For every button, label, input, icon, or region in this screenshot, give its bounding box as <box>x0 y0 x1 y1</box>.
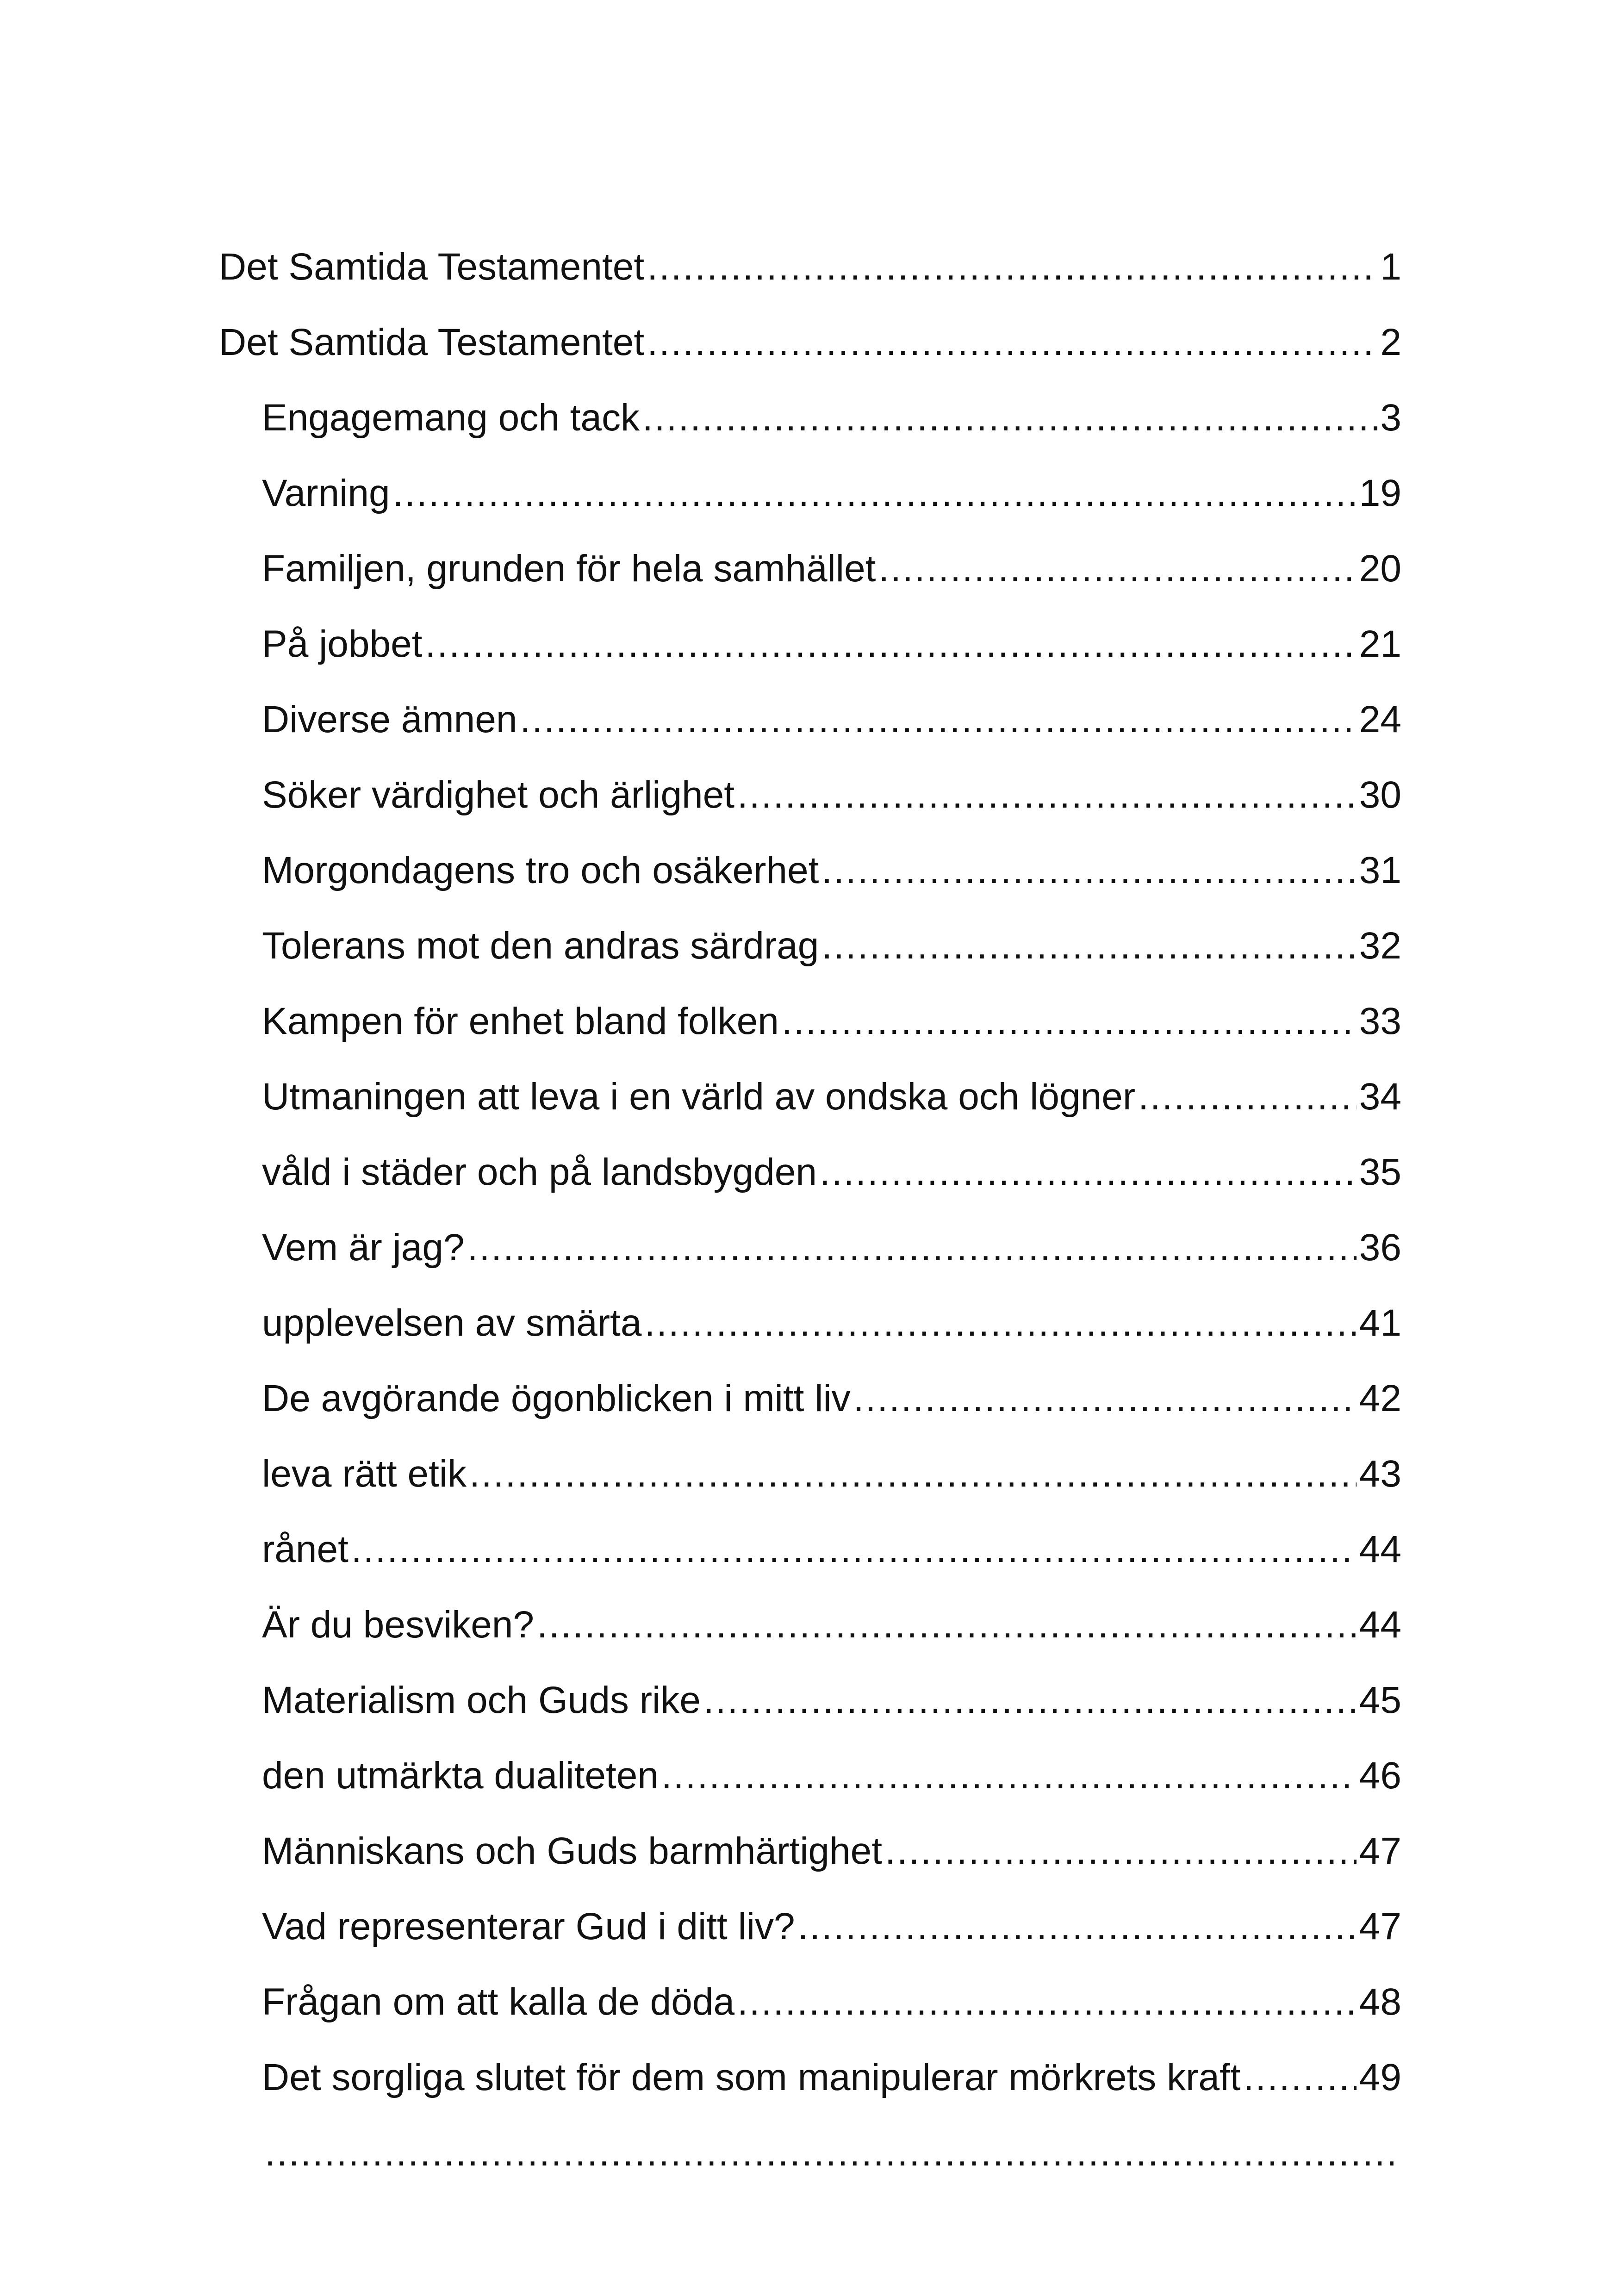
toc-entry-page: 3 <box>1380 397 1401 439</box>
toc-dot-leader <box>393 474 1357 512</box>
toc-entry[interactable] <box>219 1116 1401 1191</box>
toc-entry-title: Vad representerar Gud i ditt liv? <box>262 1908 798 1946</box>
toc-dot-leader <box>782 1002 1357 1040</box>
toc-entry-title: Engagemang och tack <box>262 399 642 437</box>
toc-dot-leader <box>737 1983 1357 2021</box>
table-of-contents <box>219 211 1401 2172</box>
toc-dot-leader <box>642 399 1377 437</box>
toc-entry[interactable] <box>219 211 1401 286</box>
toc-entry-title: De avgörande ögonblicken i mitt liv <box>262 1380 853 1418</box>
toc-dot-leader <box>885 1832 1357 1870</box>
toc-entry-page: 49 <box>1359 2056 1401 2098</box>
toc-entry[interactable] <box>219 965 1401 1040</box>
toc-entry[interactable] <box>219 1795 1401 1870</box>
toc-entry-page: 47 <box>1359 1905 1401 1948</box>
toc-entry[interactable] <box>219 1418 1401 1493</box>
toc-entry-page: 1 <box>1380 246 1401 288</box>
toc-entry-title: Det Samtida Testamentet <box>219 248 647 286</box>
toc-entry[interactable] <box>219 286 1401 361</box>
toc-entry[interactable] <box>219 1870 1401 1946</box>
toc-entry-page: 20 <box>1359 548 1401 590</box>
toc-entry-page: 46 <box>1359 1755 1401 1797</box>
toc-entry-page: 32 <box>1359 925 1401 967</box>
toc-entry-page: 45 <box>1359 1679 1401 1721</box>
toc-entry-page: 31 <box>1359 849 1401 891</box>
toc-entry-title: Det Samtida Testamentet <box>219 324 647 361</box>
toc-dot-leader <box>351 1531 1357 1568</box>
toc-entry[interactable] <box>219 1719 1401 1795</box>
toc-entry[interactable] <box>219 2097 1401 2172</box>
toc-entry[interactable] <box>219 1267 1401 1342</box>
toc-entry[interactable] <box>219 361 1401 437</box>
toc-entry-title: Söker värdighet och ärlighet <box>262 776 737 814</box>
toc-entry[interactable] <box>219 1644 1401 1719</box>
toc-entry-page: 35 <box>1359 1151 1401 1193</box>
toc-entry-title: rånet <box>262 1531 351 1568</box>
toc-dot-leader <box>537 1606 1357 1644</box>
toc-entry-page: 2 <box>1380 321 1401 363</box>
toc-dot-leader <box>820 1153 1357 1191</box>
toc-dot-leader <box>265 2134 1399 2172</box>
toc-dot-leader <box>703 1681 1357 1719</box>
toc-entry-title: upplevelsen av smärta <box>262 1304 644 1342</box>
toc-dot-leader <box>1244 2059 1357 2097</box>
toc-entry-page: 24 <box>1359 698 1401 740</box>
toc-entry[interactable] <box>219 512 1401 588</box>
toc-entry-title: Det sorgliga slutet för dem som manipulerar mörkrets kraft <box>262 2059 1244 2097</box>
toc-dot-leader <box>853 1380 1357 1418</box>
toc-entry[interactable] <box>219 1493 1401 1568</box>
toc-entry-title: På jobbet <box>262 625 425 663</box>
toc-dot-leader <box>520 701 1356 739</box>
toc-dot-leader <box>644 1304 1356 1342</box>
toc-entry[interactable] <box>219 1040 1401 1116</box>
toc-entry-page: 19 <box>1359 472 1401 514</box>
toc-entry-page: 44 <box>1359 1528 1401 1570</box>
toc-dot-leader <box>647 248 1377 286</box>
toc-entry-title: Är du besviken? <box>262 1606 537 1644</box>
toc-entry-title: Materialism och Guds rike <box>262 1681 703 1719</box>
toc-entry-title: Människans och Guds barmhärtighet <box>262 1832 885 1870</box>
toc-entry[interactable] <box>219 814 1401 890</box>
toc-dot-leader <box>821 852 1356 890</box>
toc-entry-title: Frågan om att kalla de döda <box>262 1983 737 2021</box>
toc-entry-page: 42 <box>1359 1377 1401 1419</box>
toc-entry-title: våld i städer och på landsbygden <box>262 1153 820 1191</box>
toc-dot-leader <box>425 625 1357 663</box>
toc-entry[interactable] <box>219 1342 1401 1418</box>
toc-entry-title: Diverse ämnen <box>262 701 520 739</box>
toc-entry-page: 33 <box>1359 1000 1401 1042</box>
toc-entry-page: 43 <box>1359 1453 1401 1495</box>
toc-entry-title: den utmärkta dualiteten <box>262 1757 661 1795</box>
toc-entry-page: 41 <box>1359 1302 1401 1344</box>
toc-dot-leader <box>798 1908 1357 1946</box>
toc-entry[interactable] <box>219 588 1401 663</box>
toc-entry-title: Vem är jag? <box>262 1229 467 1267</box>
toc-dot-leader <box>1138 1078 1357 1116</box>
toc-dot-leader <box>661 1757 1357 1795</box>
toc-entry-page: 36 <box>1359 1226 1401 1269</box>
toc-entry[interactable] <box>219 2021 1401 2097</box>
toc-entry-page: 44 <box>1359 1604 1401 1646</box>
toc-entry-page: 21 <box>1359 623 1401 665</box>
toc-dot-leader <box>821 927 1356 965</box>
toc-dot-leader <box>878 550 1356 588</box>
toc-entry[interactable] <box>219 663 1401 739</box>
toc-entry-title: Tolerans mot den andras särdrag <box>262 927 821 965</box>
toc-entry-title: Utmaningen att leva i en värld av ondska och lögner <box>262 1078 1138 1116</box>
toc-entry[interactable] <box>219 739 1401 814</box>
toc-dot-leader <box>647 324 1377 361</box>
toc-entry-page: 34 <box>1359 1076 1401 1118</box>
toc-entry-title: Varning <box>262 474 393 512</box>
toc-entry[interactable] <box>219 1946 1401 2021</box>
toc-entry-title: leva rätt etik <box>262 1455 469 1493</box>
toc-entry-page: 30 <box>1359 774 1401 816</box>
toc-entry-page: 47 <box>1359 1830 1401 1872</box>
toc-entry-title: Familjen, grunden för hela samhället <box>262 550 878 588</box>
toc-entry[interactable] <box>219 437 1401 512</box>
toc-entry-title: Morgondagens tro och osäkerhet <box>262 852 821 890</box>
toc-entry[interactable] <box>219 890 1401 965</box>
toc-entry[interactable] <box>219 1191 1401 1267</box>
toc-dot-leader <box>469 1455 1357 1493</box>
toc-entry[interactable] <box>219 1568 1401 1644</box>
toc-entry-title: Kampen för enhet bland folken <box>262 1002 782 1040</box>
toc-dot-leader <box>737 776 1357 814</box>
toc-dot-leader <box>467 1229 1357 1267</box>
toc-entry-page: 48 <box>1359 1981 1401 2023</box>
